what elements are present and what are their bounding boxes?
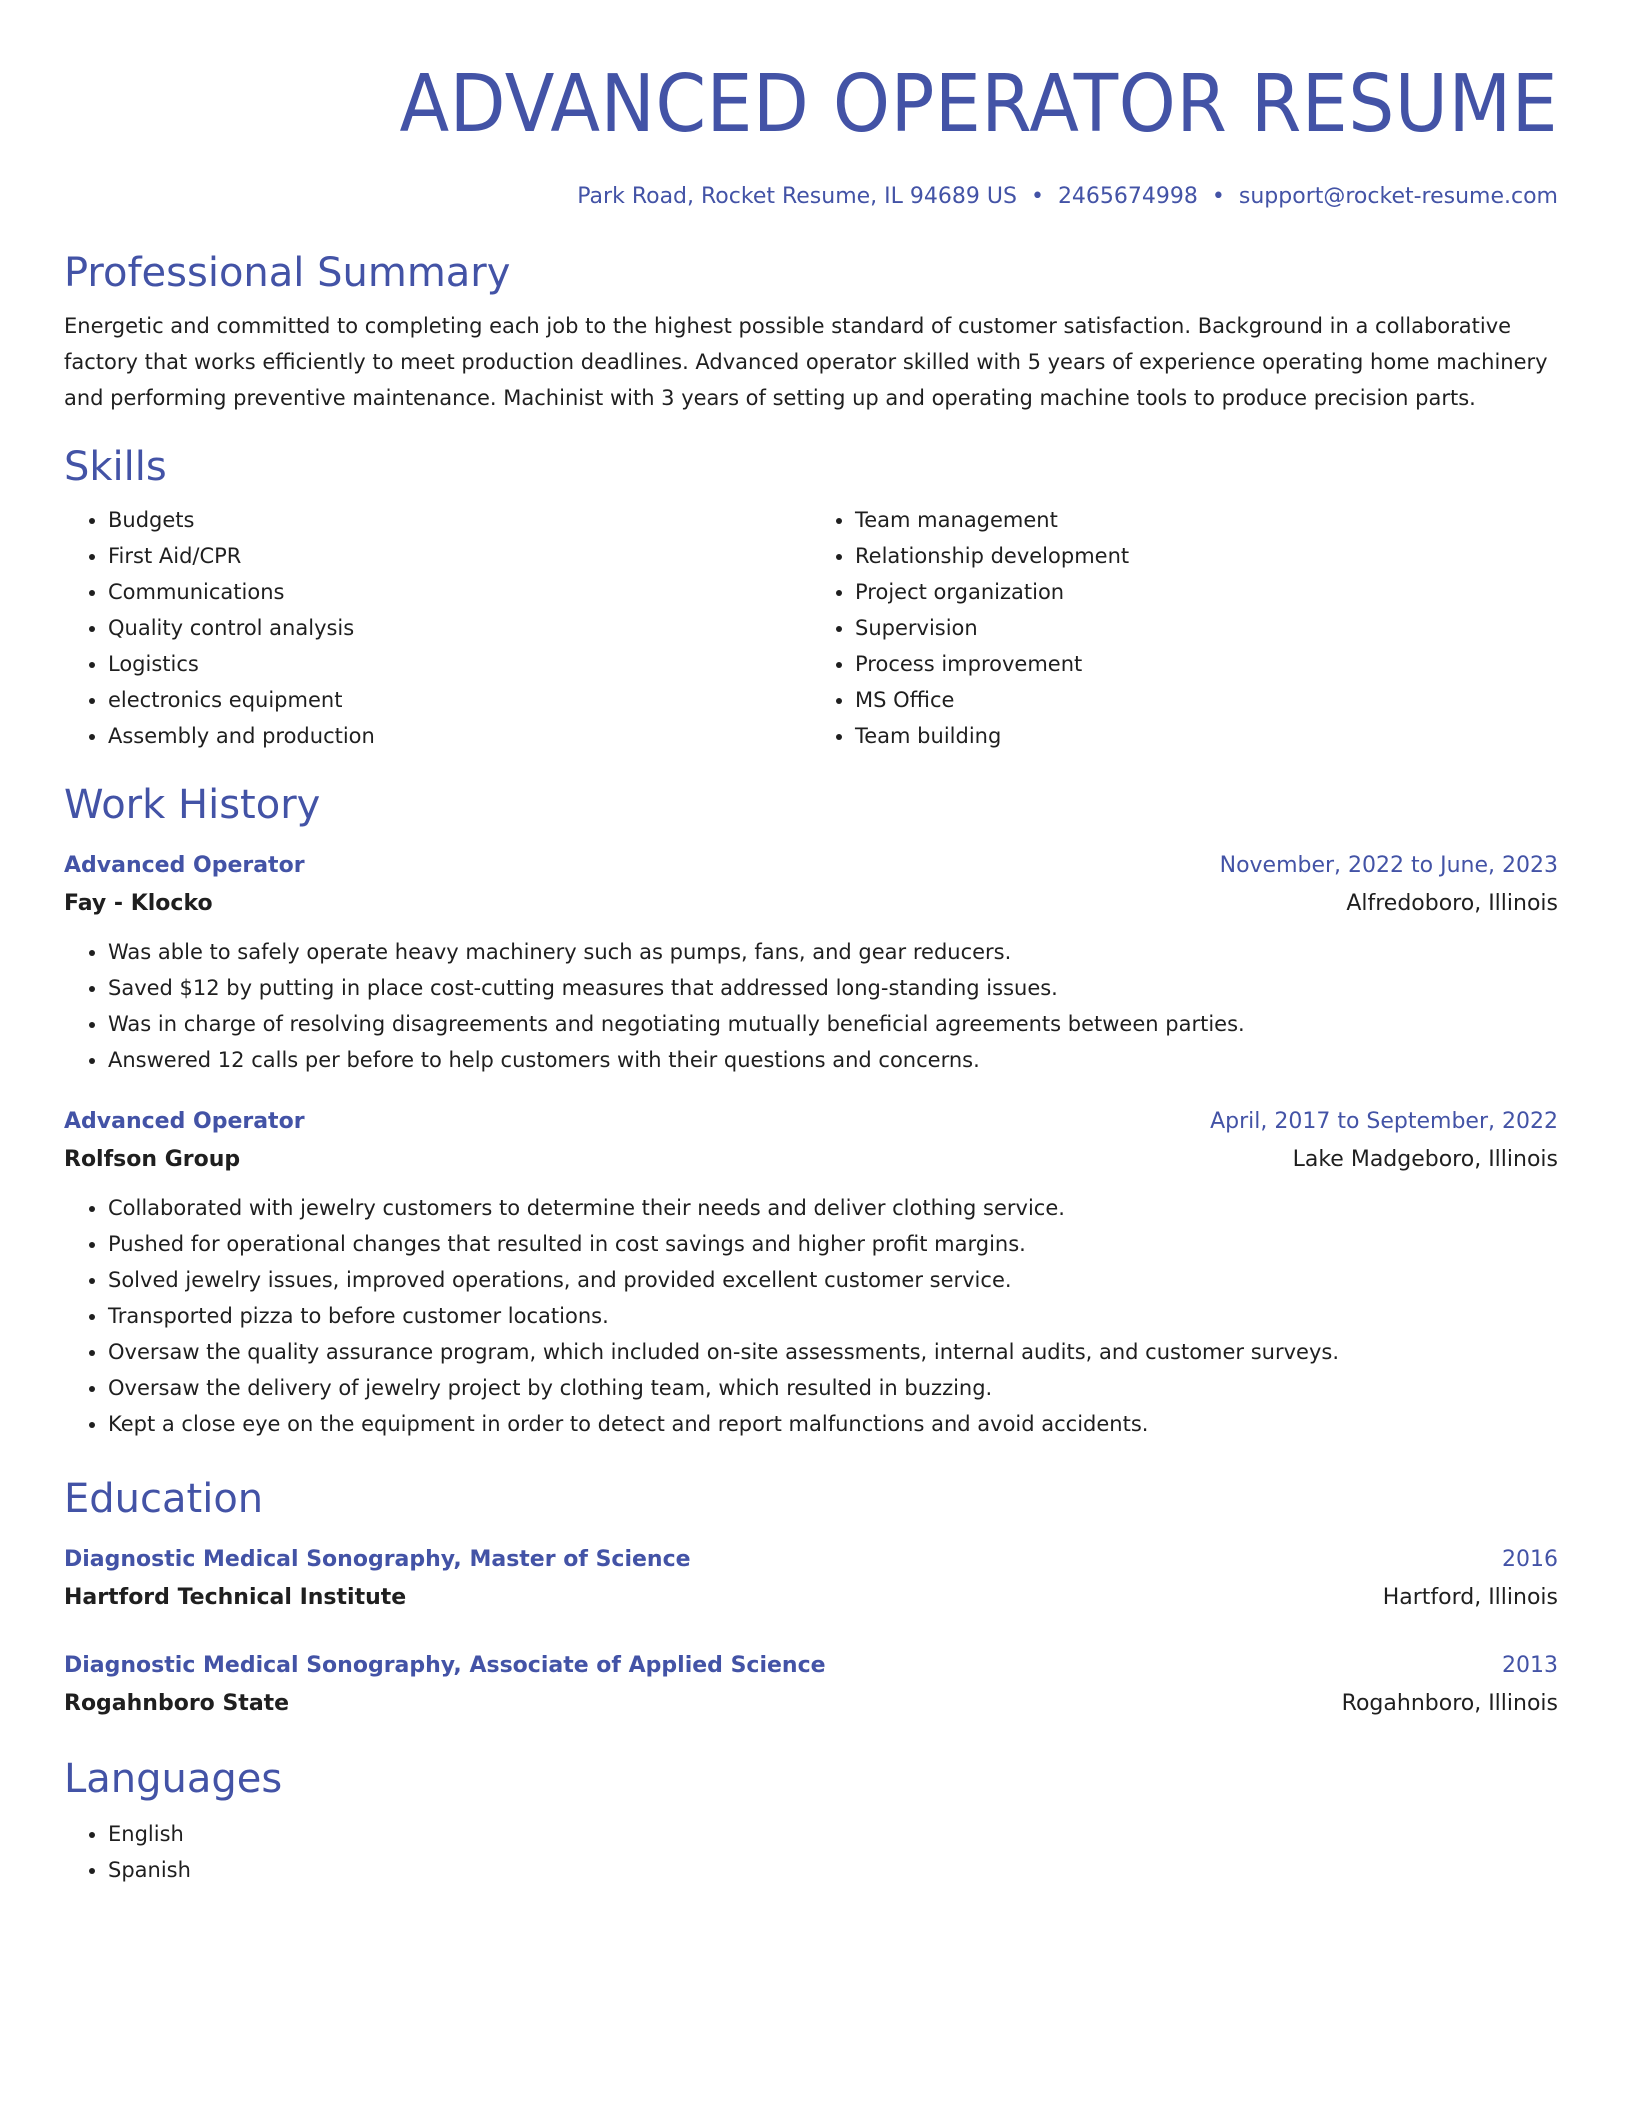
- education-entry: [64, 1542, 1558, 1618]
- job-role: Advanced Operator: [64, 853, 305, 878]
- skill-item: • Communications: [108, 574, 811, 610]
- job-bullet: • Oversaw the delivery of jewelry project by clothing team, which resulted in buzzing.: [108, 1370, 1558, 1406]
- separator: •: [1211, 184, 1225, 209]
- languages-list: [64, 1816, 1558, 1888]
- job-entry: [64, 848, 1558, 1078]
- education-school-row: [64, 1684, 1558, 1724]
- job-bullet: • Oversaw the quality assurance program, which included on-site assessments, internal audits, and customer surveys.: [108, 1334, 1558, 1370]
- skill-item: • Process improvement: [855, 646, 1558, 682]
- skill-item: • MS Office: [855, 682, 1558, 718]
- separator: •: [1030, 184, 1044, 209]
- job-entry: [64, 1104, 1558, 1442]
- job-bullet: • Was in charge of resolving disagreements and negotiating mutually beneficial agreements between parties.: [108, 1006, 1558, 1042]
- skills-section: [64, 442, 1558, 754]
- job-company-row: [64, 884, 1558, 924]
- skill-item: • Budgets: [108, 502, 811, 538]
- job-bullet: • Answered 12 calls per before to help customers with their questions and concerns.: [108, 1042, 1558, 1078]
- resume-title: ADVANCED OPERATOR RESUME: [399, 58, 1559, 150]
- phone: 2465674998: [1057, 184, 1198, 209]
- job-bullet: • Saved $12 by putting in place cost-cutting measures that addressed long-standing issues.: [108, 970, 1558, 1006]
- skill-item: • Team building: [855, 718, 1558, 754]
- education-school: Hartford Technical Institute: [64, 1585, 407, 1610]
- summary-text: Energetic and committed to completing each job to the highest possible standard of customer satisfaction. Background in a collaborative factory that works efficiently to meet production deadlines. Advanced operator skilled with 5 years of experience operating home machinery and performing preventive maintenance. Machinist with 3 years of setting up and operating machine tools to produce precision parts.: [64, 314, 1548, 410]
- skills-columns: [64, 502, 1558, 754]
- job-bullets: [64, 1190, 1558, 1442]
- job-role: Advanced Operator: [64, 1109, 305, 1134]
- job-header-row: [64, 1104, 1558, 1140]
- education-school-row: [64, 1578, 1558, 1618]
- job-location: Lake Madgeboro, Illinois: [1292, 1147, 1558, 1172]
- skill-item: • Team management: [855, 502, 1558, 538]
- resume-header: [64, 0, 1558, 212]
- languages-section: [64, 1754, 1558, 1888]
- work-history-section: [64, 780, 1558, 1442]
- skill-item: • Quality control analysis: [108, 610, 811, 646]
- education-location: Rogahnboro, Illinois: [1341, 1691, 1558, 1716]
- job-dates: April, 2017 to September, 2022: [1210, 1109, 1558, 1134]
- job-company-row: [64, 1140, 1558, 1180]
- education-header-row: [64, 1648, 1558, 1684]
- skill-item: • First Aid/CPR: [108, 538, 811, 574]
- job-dates: November, 2022 to June, 2023: [1219, 853, 1558, 878]
- education-section: [64, 1474, 1558, 1724]
- resume-page: [64, 0, 1558, 1888]
- skill-item: • Project organization: [855, 574, 1558, 610]
- job-bullet: • Solved jewelry issues, improved operations, and provided excellent customer service.: [108, 1262, 1558, 1298]
- education-degree: Diagnostic Medical Sonography, Master of Science: [64, 1547, 691, 1572]
- education-entry: [64, 1648, 1558, 1724]
- job-header-row: [64, 848, 1558, 884]
- job-bullet: • Transported pizza to before customer locations.: [108, 1298, 1558, 1334]
- job-location: Alfredoboro, Illinois: [1346, 891, 1558, 916]
- section-title-summary: Professional Summary: [64, 250, 511, 296]
- education-year: 2013: [1502, 1653, 1558, 1678]
- education-degree: Diagnostic Medical Sonography, Associate of Applied Science: [64, 1653, 826, 1678]
- skill-item: • Supervision: [855, 610, 1558, 646]
- job-company: Fay - Klocko: [64, 891, 213, 916]
- section-title-work-history: Work History: [64, 782, 321, 828]
- skill-item: • electronics equipment: [108, 682, 811, 718]
- section-title-skills: Skills: [64, 444, 167, 490]
- job-bullet: • Was able to safely operate heavy machinery such as pumps, fans, and gear reducers.: [108, 934, 1558, 970]
- education-location: Hartford, Illinois: [1382, 1585, 1558, 1610]
- section-title-education: Education: [64, 1476, 264, 1522]
- skill-item: • Relationship development: [855, 538, 1558, 574]
- section-title-languages: Languages: [64, 1756, 283, 1802]
- summary-section: [64, 248, 1558, 416]
- language-item: • English: [108, 1816, 1558, 1852]
- address: Park Road, Rocket Resume, IL 94689 US: [577, 184, 1017, 209]
- job-bullet: • Kept a close eye on the equipment in order to detect and report malfunctions and avoid accidents.: [108, 1406, 1558, 1442]
- education-year: 2016: [1502, 1547, 1558, 1572]
- skill-item: • Assembly and production: [108, 718, 811, 754]
- job-bullet: • Collaborated with jewelry customers to determine their needs and deliver clothing service.: [108, 1190, 1558, 1226]
- language-item: • Spanish: [108, 1852, 1558, 1888]
- skill-item: • Logistics: [108, 646, 811, 682]
- contact-line: [64, 182, 1558, 212]
- email: support@rocket-resume.com: [1238, 184, 1558, 209]
- skills-list-left: [64, 502, 811, 754]
- job-company: Rolfson Group: [64, 1147, 241, 1172]
- job-bullet: • Pushed for operational changes that resulted in cost savings and higher profit margins.: [108, 1226, 1558, 1262]
- education-header-row: [64, 1542, 1558, 1578]
- job-bullets: [64, 934, 1558, 1078]
- education-school: Rogahnboro State: [64, 1691, 290, 1716]
- skills-list-right: [811, 502, 1558, 754]
